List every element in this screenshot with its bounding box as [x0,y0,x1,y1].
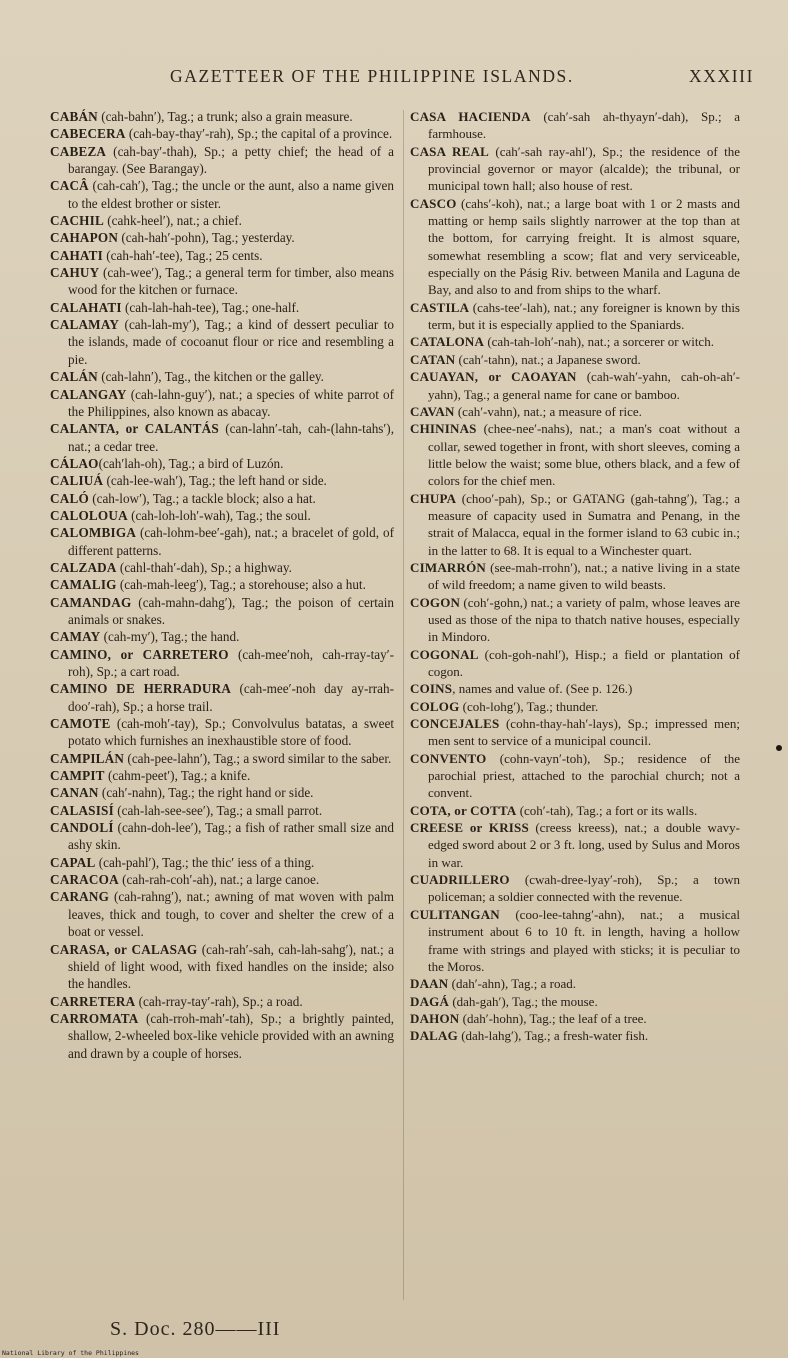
glossary-entry [50,490,394,507]
entry-headword: CABECERA [50,126,126,142]
glossary-entry [50,316,394,368]
glossary-entry [410,490,740,559]
glossary-entry [410,403,740,420]
entry-definition: (coo-lee-tahng′-ahn), nat.; a musical instrument about 6 to 10 ft. in length, having a hollow frame with strings and played with sticks; it is peculiar to the Moros. [428,906,740,974]
entry-definition: (cah-rroh-mah′-tah), Sp.; a brightly painted, shallow, 2-wheeled box-like vehicle provided with an awning and drawn by a couple of horses. [68,1010,394,1061]
entry-headword: CAMPILÁN [50,750,125,766]
entry-headword: CARRETERA [50,993,136,1009]
entry-definition: (cah-lah-hah-tee), Tag.; one-half. [121,299,300,315]
glossary-entry [410,143,740,195]
glossary-entry [50,108,394,125]
glossary-entry [410,299,740,334]
entry-definition: (cah-cah′), Tag.; the uncle or the aunt, also a name given to the eldest brother or sister. [68,178,394,211]
running-header [170,66,754,87]
entry-definition: (cah-mah-leeg′), Tag.; a storehouse; also a hut. [116,577,366,593]
entry-headword: COINS [410,681,453,697]
entry-headword: CACÂ [50,178,89,194]
entry-headword: CÁLAO [50,455,99,471]
entry-definition: (cah-bay′-thah), Sp.; a petty chief; the head of a barangay. (See Barangay). [68,143,394,177]
glossary-entry [410,750,740,802]
entry-definition: (cah-moh′-tay), Sp.; Convolvulus batatas, a sweet potato which furnishes an inexhaustible store of food. [68,716,394,749]
glossary-entry [50,941,394,993]
entry-definition: (cah-my′), Tag.; the hand. [100,629,240,645]
entry-definition: (cah-lah-see-see′), Tag.; a small parrot. [113,802,323,818]
entry-headword: CABEZA [50,143,107,159]
entry-headword: CATALONA [410,334,485,350]
entry-headword: DAGÁ [410,993,450,1009]
entry-headword: CAMOTE [50,716,111,732]
entry-headword: CAMAY [50,629,101,645]
glossary-entry [50,125,394,142]
glossary-entry [410,715,740,750]
entry-definition: (cohn-thay-hah′-lays), Sp.; impressed men; men sent to service of a municipal council. [428,716,740,749]
entry-definition: (cah-pee-lahn′), Tag.; a sword similar to the saber. [124,750,392,766]
right-column [410,108,740,1045]
entry-definition: (choo′-pah), Sp.; or GATANG (gah-tahng′), Tag.; a measure of capacity used in Sumatra and Penang, in the strait of Malacca, equal in the former island to 63 cubic in.; in the latter to 68. It is equal to a Winchester quart. [428,490,740,558]
glossary-entry [50,455,394,472]
entry-definition: (cah-rah′-sah, cah-lah-sahg′), nat.; a shield of light wood, with fixed handles on the inside; also the handles. [68,941,394,992]
entry-headword: CARROMATA [50,1010,139,1026]
entry-definition: (cah′-vahn), nat.; a measure of rice. [454,403,642,419]
glossary-entry [50,264,394,299]
entry-definition: (cah-mahn-dahg′), Tag.; the poison of certain animals or snakes. [68,594,394,627]
glossary-entry [410,1027,740,1044]
entry-headword: CAHAPON [50,230,119,246]
entry-definition: (dah-lahg′), Tag.; a fresh-water fish. [457,1028,649,1044]
page-footer: S. Doc. 280——III [110,1318,281,1340]
entry-definition: (cah-lahn-guy′), nat.; a species of white parrot of the Philippines, also known as abacay. [68,386,394,419]
glossary-entry [50,247,394,264]
entry-headword: CAHATI [50,247,103,263]
glossary-entry [50,386,394,421]
entry-definition: (cah′-tahn), nat.; a Japanese sword. [455,351,641,367]
entry-definition: (cahl-thah′-dah), Sp.; a highway. [116,559,292,575]
entry-definition: (cah-rray-tay′-rah), Sp.; a road. [135,993,303,1009]
glossary-entry [50,628,394,645]
entry-headword: CONCEJALES [410,716,500,732]
entry-headword: CUADRILLERO [410,872,510,888]
entry-headword: CALANGAY [50,386,127,402]
entry-definition: , names and value of. (See p. 126.) [452,681,633,697]
glossary-entry [410,993,740,1010]
glossary-entry [50,212,394,229]
entry-headword: CALASISÍ [50,802,114,818]
entry-headword: CAPAL [50,854,96,870]
entry-definition: (cahm-peet′), Tag.; a knife. [104,768,251,784]
entry-headword: DAHON [410,1010,460,1026]
entry-definition: (coh-lohg′), Tag.; thunder. [459,698,599,714]
glossary-entry [410,680,740,697]
entry-headword: COLOG [410,698,460,714]
entry-headword: CAMINO DE HERRADURA [50,681,232,697]
entry-headword: CALIUÁ [50,473,104,489]
glossary-entry [50,646,394,681]
glossary-entry [410,698,740,715]
glossary-entry [50,819,394,854]
entry-definition: (cah-low′), Tag.; a tackle block; also a hat. [88,490,316,506]
glossary-entry [50,750,394,767]
entry-headword: CATAN [410,351,456,367]
glossary-entry [50,177,394,212]
library-caption: National Library of the Philippines [2,1349,139,1357]
ink-dot [776,745,782,751]
entry-headword: CAVAN [410,403,455,419]
entry-headword: CALÁN [50,369,98,385]
glossary-entry [410,819,740,871]
entry-headword: CARANG [50,889,110,905]
glossary-entry [50,1010,394,1062]
entry-headword: CAMPIT [50,768,105,784]
entry-headword: CHUPA [410,490,457,506]
entry-headword: CASA REAL [410,143,489,159]
entry-definition: (cahk-heel′), nat.; a chief. [103,213,242,229]
glossary-entry [50,854,394,871]
entry-definition: (can-lahn′-tah, cah-(lahn-tahs′), nat.; a cedar tree. [68,421,394,454]
entry-headword: CANAN [50,785,99,801]
glossary-entry [50,472,394,489]
entry-headword: CAMINO, or CARRETERO [50,646,229,662]
entry-headword: CAUAYAN, or CAOAYAN [410,369,577,385]
entry-headword: CASA HACIENDA [410,109,531,124]
glossary-entry [410,333,740,350]
entry-definition: (chee-nee′-nahs), nat.; a man's coat without a collar, sewed together in front, with short sleeves, coming a little below the waist; some blue, others black, and a few of colors for the chief men. [428,421,740,489]
glossary-entry [410,975,740,992]
glossary-entry [410,368,740,403]
entry-definition: (cah-wee′), Tag.; a general term for timber, also means wood for the kitchen or furnace. [68,265,394,298]
entry-definition: (cah-lah-my′), Tag.; a kind of dessert peculiar to the islands, made of cocoanut flour or rice and resembling a pie. [68,317,394,367]
glossary-entry [50,993,394,1010]
entry-headword: CASTILA [410,299,470,315]
glossary-entry [410,559,740,594]
entry-definition: (cahs′-koh), nat.; a large boat with 1 or 2 masts and matting or hemp sails slightly narrower at the top than at the bottom, for carrying freight. It is almost square, somewhat resembling a scow; flat and very serviceable, especially on the Pásig Riv. between Manila and Laguna de Bay, and also to and from ships to the wharf. [428,195,740,298]
column-divider [403,110,404,1300]
glossary-entry [50,559,394,576]
entry-headword: CALANTA, or CALANTÁS [50,421,219,437]
entry-definition: (cah-rahng′), nat.; awning of mat woven with palm leaves, thick and tough, to cover and shelter the crew of a boat or vessel. [68,889,394,940]
entry-definition: (cah-bay-thay′-rah), Sp.; the capital of a province. [125,126,393,142]
glossary-entry [410,195,740,299]
entry-definition: (dah-gah′), Tag.; the mouse. [449,993,598,1009]
entry-headword: COTA, or COTTA [410,802,517,818]
entry-definition: (cah-tah-loh′-nah), nat.; a sorcerer or witch. [484,334,714,350]
glossary-entry [50,680,394,715]
glossary-entry [410,871,740,906]
entry-definition: (cah-mee′noh, cah-rray-tay′-roh), Sp.; a cart road. [68,646,394,679]
entry-definition: (coh′-gohn,) nat.; a variety of palm, whose leaves are used as those of the nipa to thatch native houses, especially in Mindoro. [428,594,740,645]
entry-headword: CALZADA [50,559,117,575]
entry-headword: CIMARRÓN [410,559,486,575]
entry-headword: CALAHATI [50,299,122,315]
entry-definition: (cah′-nahn), Tag.; the right hand or side. [98,785,314,801]
glossary-entry [50,299,394,316]
entry-definition: (cah-rah-coh′-ah), nat.; a large canoe. [118,872,320,888]
entry-headword: CANDOLÍ [50,820,114,836]
glossary-entry [410,351,740,368]
entry-headword: CABÁN [50,109,98,124]
entry-definition: (cah′lah-oh), Tag.; a bird of Luzón. [98,455,284,471]
left-column [50,108,394,1062]
entry-definition: (cah-bahn′), Tag.; a trunk; also a grain measure. [97,109,353,124]
entry-headword: CALOMBIGA [50,525,137,541]
glossary-entry [50,802,394,819]
glossary-entry [50,888,394,940]
entry-definition: (cah-lohm-bee′-gah), nat.; a bracelet of gold, of different patterns. [68,525,394,558]
entry-headword: CACHIL [50,213,104,229]
glossary-entry [50,784,394,801]
glossary-entry [410,646,740,681]
glossary-entry [410,802,740,819]
entry-definition: (cah-loh-loh′-wah), Tag.; the soul. [127,507,311,523]
entry-headword: CHININAS [410,421,477,437]
header-title: GAZETTEER OF THE PHILIPPINE ISLANDS. [170,66,574,86]
entry-headword: CALAMAY [50,317,120,333]
entry-definition: (creess kreess), nat.; a double wavy-edged sword about 2 or 3 ft. long, used by Sulus and Moros in war. [428,820,740,870]
entry-headword: CAHUY [50,265,100,281]
glossary-entry [50,507,394,524]
glossary-entry [50,715,394,750]
entry-definition: (see-mah-rrohn′), nat.; a native living in a state of wild freedom; a name given to wild beasts. [428,559,740,593]
entry-headword: CARASA, or CALASAG [50,941,198,957]
entry-definition: (cahs-tee′-lah), nat.; any foreigner is known by this term, but it is especially applied to the Spaniards. [428,299,740,333]
glossary-entry [50,594,394,629]
glossary-entry [410,906,740,975]
entry-headword: CALOLOUA [50,507,128,523]
page-number: XXXIII [689,66,754,86]
entry-definition: (coh′-tah), Tag.; a fort or its walls. [516,802,698,818]
entry-definition: (cah-lahn′), Tag., the kitchen or the galley. [97,369,324,385]
entry-headword: CALÓ [50,490,89,506]
glossary-entry [410,108,740,143]
glossary-entry [410,594,740,646]
entry-definition: (cah-mee′-noh day ay-rrah-doo′-rah), Sp.; a horse trail. [68,681,394,714]
entry-definition: (cohn-vayn′-toh), Sp.; residence of the parochial priest, attached to the parochial church; not a convent. [428,750,740,801]
entry-headword: COGONAL [410,646,479,662]
entry-definition: (cah-lee-wah′), Tag.; the left hand or side. [103,473,327,489]
entry-definition: (dah′-hohn), Tag.; the leaf of a tree. [459,1010,647,1026]
glossary-entry [50,767,394,784]
entry-headword: CREESE or KRISS [410,820,529,836]
glossary-entry [50,420,394,455]
entry-headword: CAMALIG [50,577,117,593]
entry-headword: CAMANDAG [50,594,132,610]
glossary-entry [410,1010,740,1027]
glossary-entry [50,229,394,246]
glossary-entry [50,524,394,559]
entry-definition: (cahn-doh-lee′), Tag.; a fish of rather small size and ashy skin. [68,820,394,853]
entry-definition: (cwah-dree-lyay′-roh), Sp.; a town policeman; a soldier connected with the revenue. [428,872,740,905]
entry-headword: DALAG [410,1028,458,1044]
entry-definition: (coh-goh-nahl′), Hisp.; a field or plantation of cogon. [428,646,740,679]
entry-definition: (cah-pahl′), Tag.; the thic′ iess of a thing. [95,854,315,870]
entry-definition: (dah′-ahn), Tag.; a road. [448,976,577,992]
entry-definition: (cah′-sah ah-thyayn′-dah), Sp.; a farmhouse. [428,109,740,142]
entry-headword: CULITANGAN [410,906,500,922]
entry-headword: CONVENTO [410,750,487,766]
glossary-entry [410,420,740,489]
entry-definition: (cah-hah′-pohn), Tag.; yesterday. [118,230,295,246]
glossary-entry [50,368,394,385]
glossary-entry [50,576,394,593]
entry-definition: (cah′-sah ray-ahl′), Sp.; the residence of the provincial governor or mayor (alcalde); the tribunal, or municipal town hall; also house of rest. [428,143,740,194]
glossary-entry [50,871,394,888]
entry-headword: CARACOA [50,872,119,888]
entry-headword: COGON [410,594,461,610]
entry-headword: CASCO [410,195,457,211]
entry-definition: (cah-wah′-yahn, cah-oh-ah′-yahn), Tag.; a general name for cane or bamboo. [428,369,740,402]
glossary-entry [50,143,394,178]
entry-headword: DAAN [410,976,449,992]
entry-definition: (cah-hah′-tee), Tag.; 25 cents. [102,247,263,263]
